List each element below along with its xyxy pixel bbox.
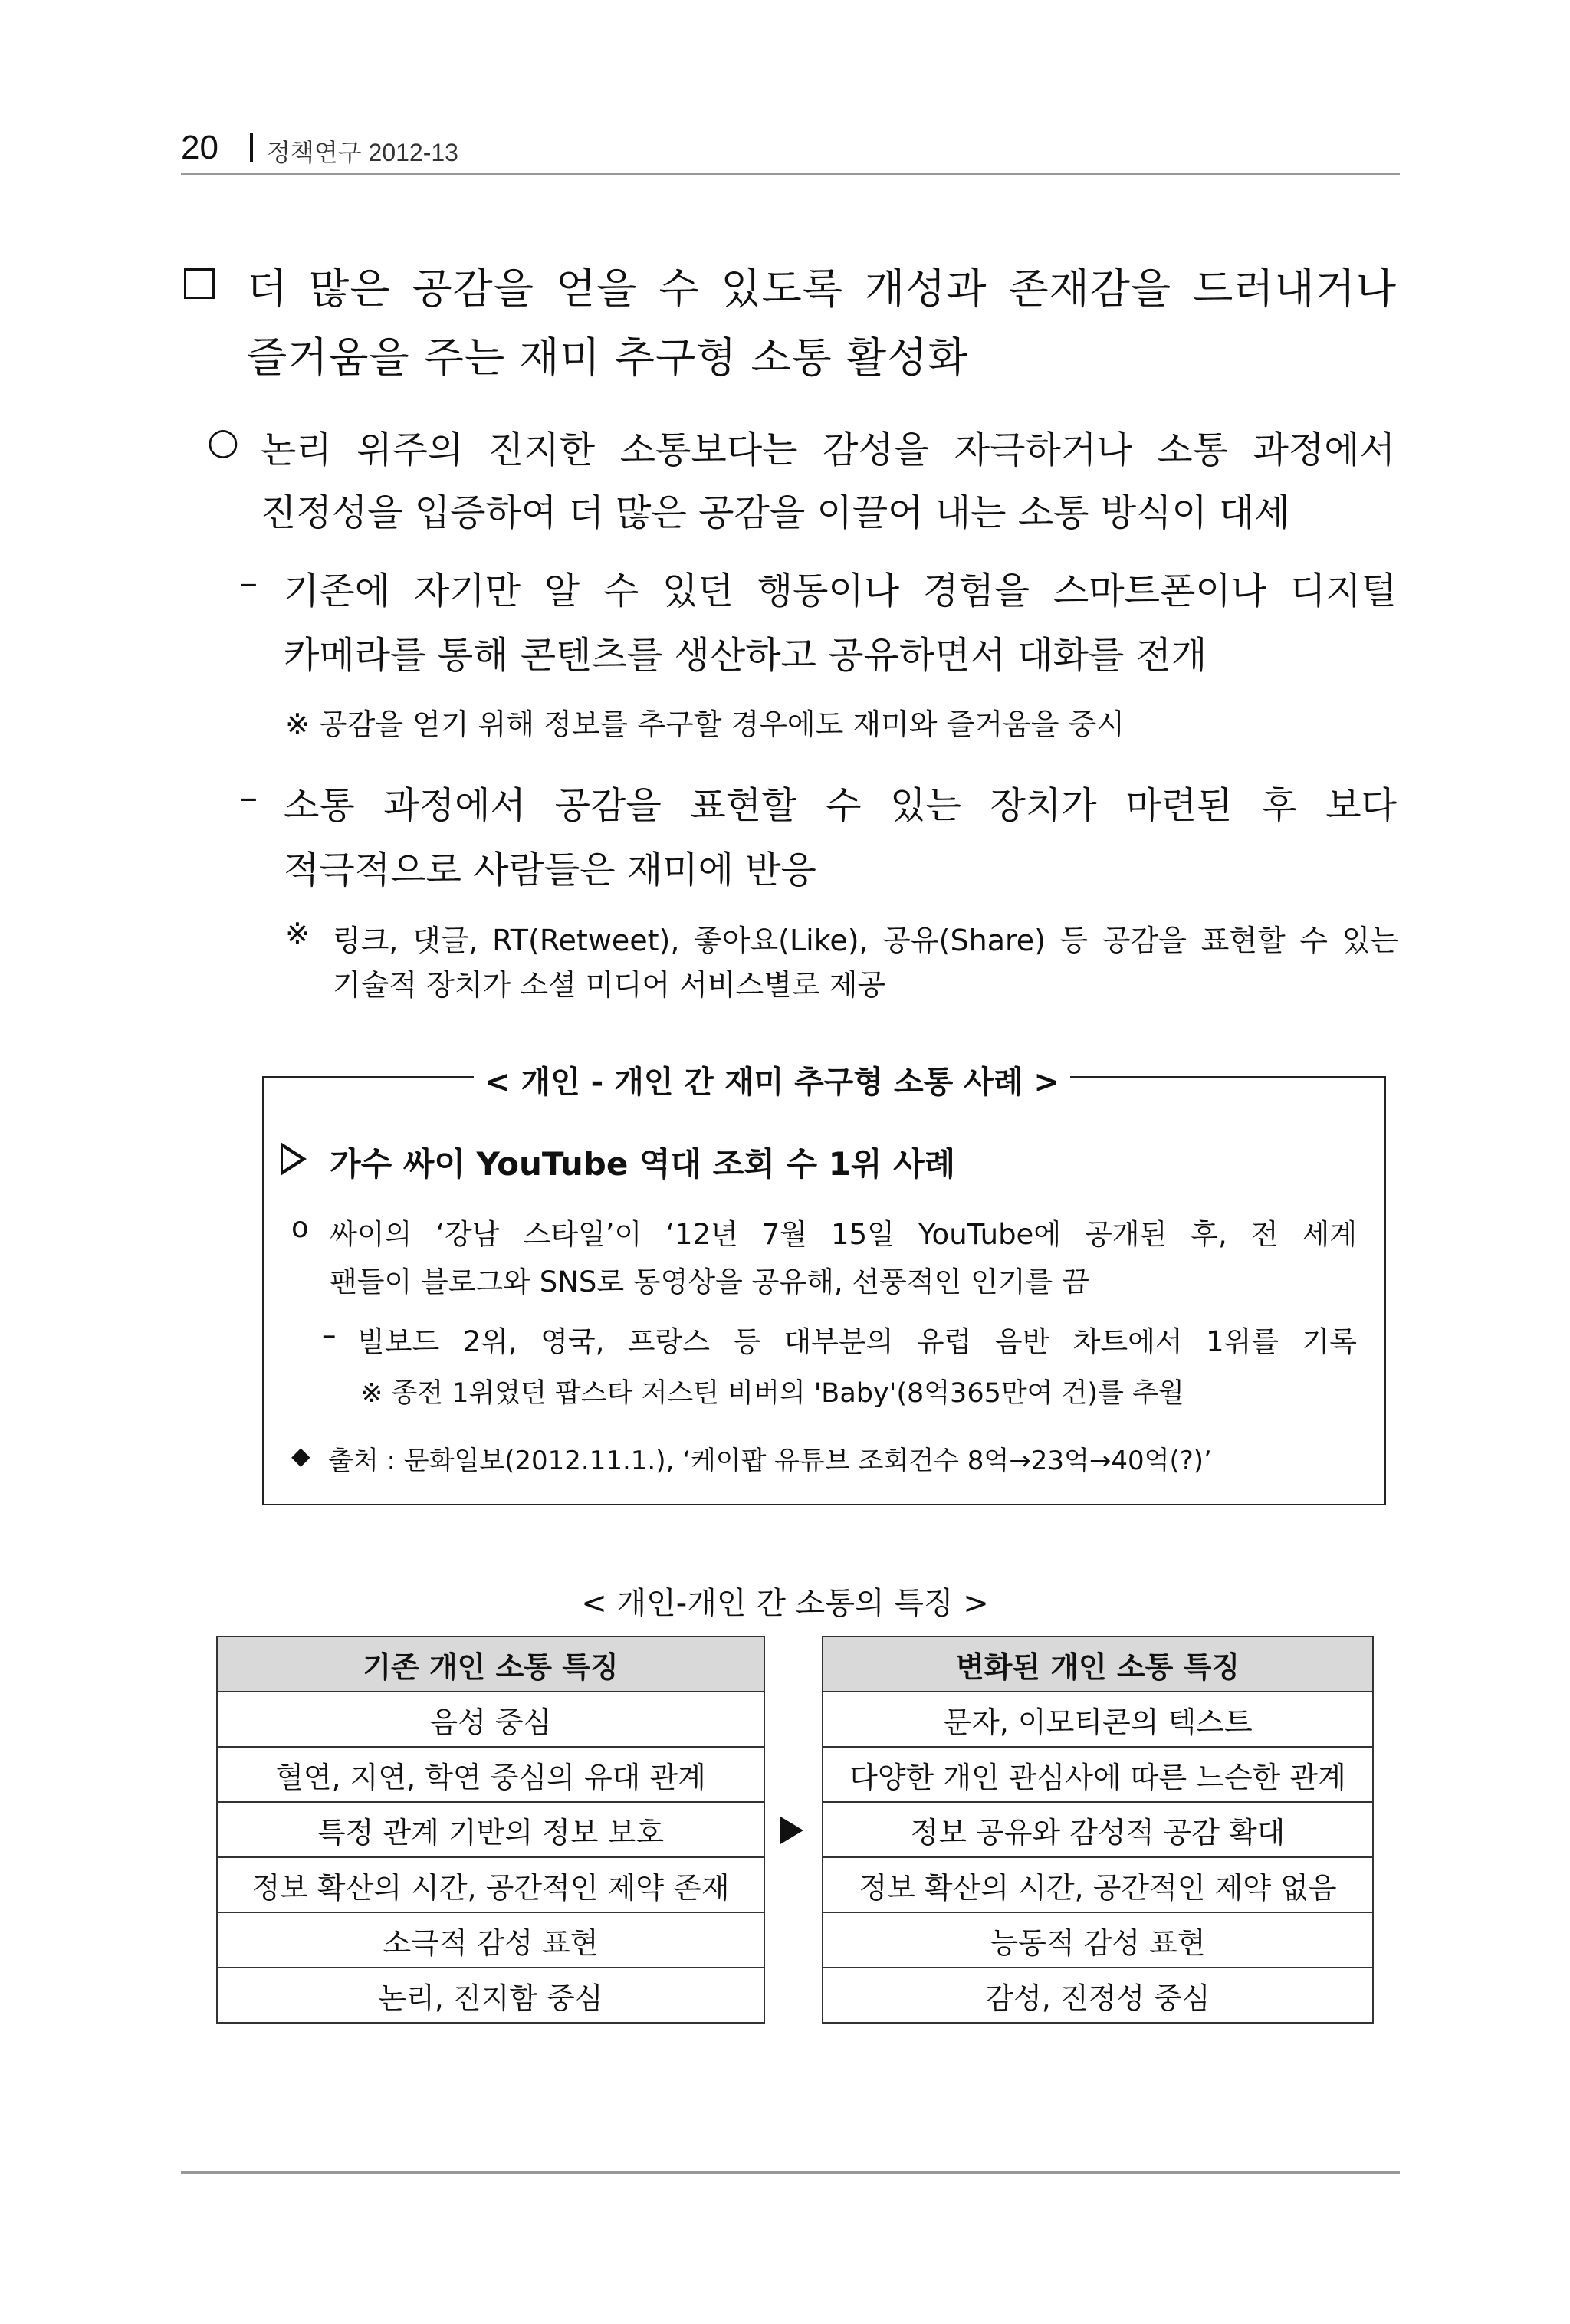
case-line1: 싸이의 ‘강남 스타일’이 ‘12년 7월 15일 YouTube에 공개된 후, 전 세계 bbox=[330, 1218, 1357, 1251]
table-cell: 정보 공유와 감성적 공감 확대 bbox=[823, 1802, 1373, 1857]
table-title: < 개인-개인 간 소통의 특징 > bbox=[581, 1586, 989, 1621]
table-cell: 음성 중심 bbox=[217, 1692, 764, 1747]
header-title: 정책연구 2012-13 bbox=[267, 139, 458, 166]
table-cell: 소극적 감성 표현 bbox=[217, 1912, 764, 1968]
dash-bullet-icon: – bbox=[239, 776, 258, 819]
header-rule bbox=[181, 173, 1400, 175]
circle-bullet-icon: ○ bbox=[207, 420, 239, 463]
diamond-bullet-icon: ◆ bbox=[291, 1441, 310, 1470]
case-line3: 빌보드 2위, 영국, 프랑스 등 대부분의 유럽 음반 차트에서 1위를 기록 bbox=[357, 1325, 1357, 1358]
table-before bbox=[216, 1636, 765, 2024]
dash-bullet-icon: – bbox=[322, 1318, 337, 1351]
table-header-before: 기존 개인 소통 특징 bbox=[217, 1636, 764, 1692]
table-cell: 다양한 개인 관심사에 따른 느슨한 관계 bbox=[823, 1747, 1373, 1802]
o-bullet-icon: o bbox=[291, 1211, 309, 1244]
table-cell: 능동적 감성 표현 bbox=[823, 1912, 1373, 1968]
footer-rule bbox=[181, 2171, 1400, 2174]
section-heading-line1: 더 많은 공감을 얻을 수 있도록 개성과 존재감을 드러내거나 bbox=[247, 264, 1397, 313]
table-after bbox=[822, 1636, 1374, 2024]
note-mark-icon: ※ bbox=[285, 917, 310, 950]
note2-line1: 링크, 댓글, RT(Retweet), 좋아요(Like), 공유(Share) 등 공감을 표현할 수 있는 bbox=[333, 924, 1398, 957]
table-cell: 정보 확산의 시간, 공간적인 제약 없음 bbox=[823, 1857, 1373, 1912]
dash2-line1: 소통 과정에서 공감을 표현할 수 있는 장치가 마련된 후 보다 bbox=[284, 784, 1397, 827]
arrow-right-icon bbox=[780, 1817, 803, 1844]
table-header-after: 변화된 개인 소통 특징 bbox=[823, 1636, 1373, 1692]
table-cell: 감성, 진정성 중심 bbox=[823, 1968, 1373, 2023]
table-cell: 문자, 이모티콘의 텍스트 bbox=[823, 1692, 1373, 1747]
table-cell: 특정 관계 기반의 정보 보호 bbox=[217, 1802, 764, 1857]
dash-bullet-icon: – bbox=[239, 561, 258, 604]
case-subtitle: 가수 싸이 YouTube 역대 조회 수 1위 사례 bbox=[330, 1145, 956, 1183]
dash1-line1: 기존에 자기만 알 수 있던 행동이나 경험을 스마트폰이나 디지털 bbox=[284, 570, 1397, 612]
section-heading-line2: 즐거움을 주는 재미 추구형 소통 활성화 bbox=[247, 333, 969, 382]
note2-line2: 기술적 장치가 소셜 미디어 서비스별로 제공 bbox=[333, 968, 886, 1002]
case-line2: 팬들이 블로그와 SNS로 동영상을 공유해, 선풍적인 인기를 끔 bbox=[330, 1265, 1089, 1298]
case-note: ※ 종전 1위였던 팝스타 저스틴 비버의 'Baby'(8억365만여 건)를 추월 bbox=[360, 1378, 1184, 1409]
header-separator bbox=[250, 133, 253, 162]
note1: ※ 공감을 얻기 위해 정보를 추구할 경우에도 재미와 즐거움을 중시 bbox=[285, 707, 1125, 741]
table-cell: 논리, 진지함 중심 bbox=[217, 1968, 764, 2023]
table-cell: 정보 확산의 시간, 공간적인 제약 존재 bbox=[217, 1857, 764, 1912]
dash2-line2: 적극적으로 사람들은 재미에 반응 bbox=[284, 849, 816, 891]
checkbox-square-icon bbox=[184, 268, 215, 299]
bullet-line2: 진정성을 입증하여 더 많은 공감을 이끌어 내는 소통 방식이 대세 bbox=[261, 491, 1290, 534]
page-number: 20 bbox=[181, 129, 218, 166]
dash1-line2: 카메라를 통해 콘텐츠를 생산하고 공유하면서 대화를 전개 bbox=[284, 634, 1207, 677]
case-source: 출처 : 문화일보(2012.11.1.), ‘케이팝 유튜브 조회건수 8억→23억→40억(?)’ bbox=[328, 1446, 1212, 1476]
bullet-line1: 논리 위주의 진지한 소통보다는 감성을 자극하거나 소통 과정에서 bbox=[261, 428, 1395, 471]
case-box-title: < 개인 - 개인 간 재미 추구형 소통 사례 > bbox=[474, 1058, 1070, 1101]
table-cell: 혈연, 지연, 학연 중심의 유대 관계 bbox=[217, 1747, 764, 1802]
page-header bbox=[181, 129, 1400, 175]
